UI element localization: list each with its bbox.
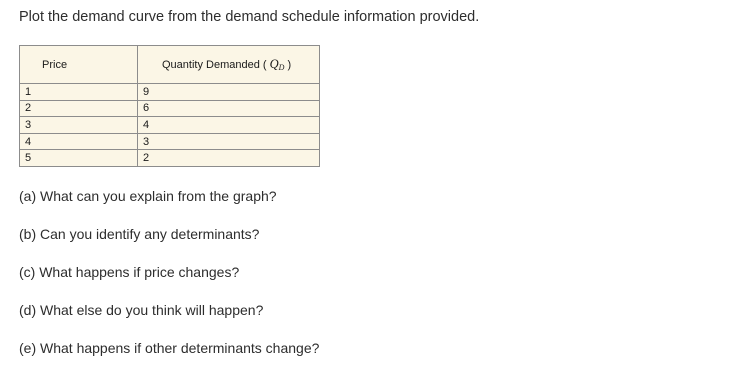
question-a: (a) What can you explain from the graph? (19, 188, 277, 204)
table-row (20, 117, 320, 134)
quantity-header-close: ) (287, 59, 292, 71)
quantity-cell: 2 (138, 150, 320, 167)
table-row (20, 133, 320, 150)
quantity-symbol: Q (269, 57, 279, 71)
price-cell: 2 (20, 100, 138, 117)
instruction-text: Plot the demand curve from the demand schedule information provided. (19, 9, 480, 25)
question-list (19, 186, 319, 376)
quantity-subscript: D (278, 63, 285, 72)
table-header-row (20, 46, 320, 84)
table-row (20, 150, 320, 167)
demand-schedule-table (19, 45, 320, 167)
price-cell: 4 (20, 133, 138, 150)
price-cell: 5 (20, 150, 138, 167)
price-cell: 3 (20, 117, 138, 134)
quantity-cell: 6 (138, 100, 320, 117)
quantity-demanded-column-header (138, 46, 320, 84)
question-d: (d) What else do you think will happen? (19, 302, 264, 318)
price-column-header: Price (20, 46, 138, 84)
quantity-cell: 9 (138, 84, 320, 101)
quantity-header-label: Quantity Demanded ( (162, 59, 267, 71)
question-b: (b) Can you identify any determinants? (19, 226, 260, 242)
quantity-cell: 4 (138, 117, 320, 134)
quantity-cell: 3 (138, 133, 320, 150)
question-e: (e) What happens if other determinants change? (19, 340, 320, 356)
table-row (20, 84, 320, 101)
price-cell: 1 (20, 84, 138, 101)
question-c: (c) What happens if price changes? (19, 264, 240, 280)
table-row (20, 100, 320, 117)
